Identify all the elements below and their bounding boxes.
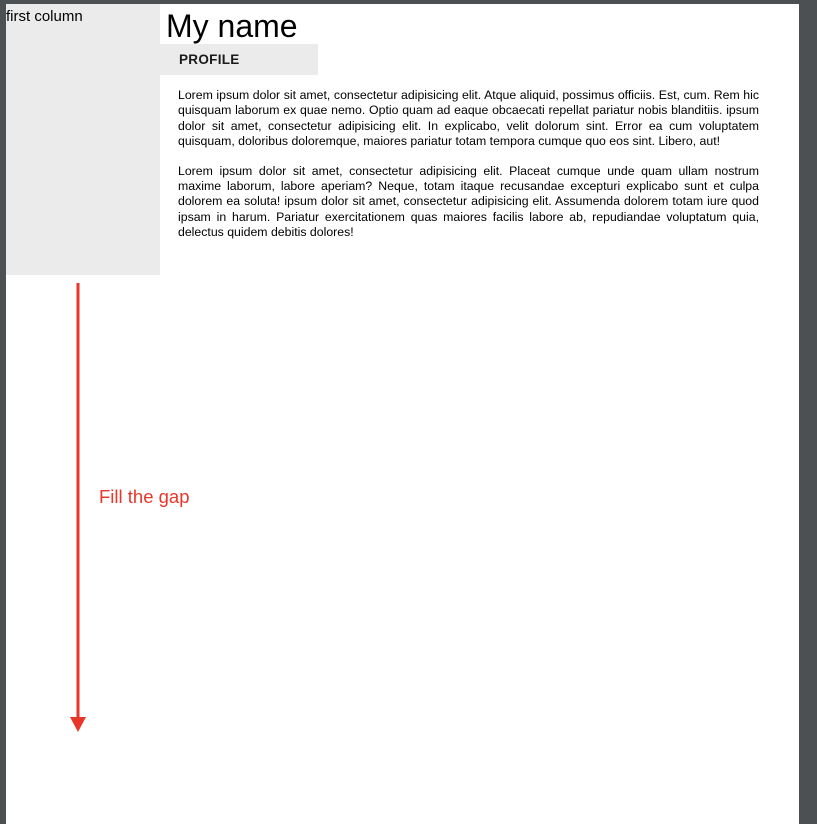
profile-section-header <box>160 44 318 75</box>
document-page <box>6 4 799 824</box>
fill-the-gap-annotation: Fill the gap <box>99 486 190 507</box>
first-column <box>6 4 160 275</box>
profile-paragraph-2: Lorem ipsum dolor sit amet, consectetur adipisicing elit. Placeat cumque unde quam ullam nostrum maxime laborum, labore aperiam? Neque, totam itaque recusandae excepturi explicabo sunt et culpa dolorem ea soluta! ipsum dolor sit amet, consectetur adipisicing elit. Assumenda dolorem totam iure quod ipsam in harum. Pariatur exercitationem quas maiores facilis labore ab, repudiandae voluptatum quia, delectus quidem debitis dolores! <box>178 163 759 240</box>
arrow-head <box>70 717 86 732</box>
page-title: My name <box>166 8 298 44</box>
down-arrow-icon <box>66 281 90 737</box>
first-column-label: first column <box>6 8 83 25</box>
profile-content <box>178 88 759 255</box>
profile-section-label: PROFILE <box>179 52 240 67</box>
profile-paragraph-1: Lorem ipsum dolor sit amet, consectetur adipisicing elit. Atque aliquid, possimus officiis. Est, cum. Rem hic quisquam laborum ex quae nemo. Optio quam ad eaque obcaecati repellat pariatur nobis blanditiis. ipsum dolor sit amet, consectetur adipisicing elit. In explicabo, velit dolorum sint. Error ea cum voluptatem quisquam, doloribus doloremque, maiores pariatur totam tempora cumque quo eos sint. Libero, aut! <box>178 88 759 149</box>
